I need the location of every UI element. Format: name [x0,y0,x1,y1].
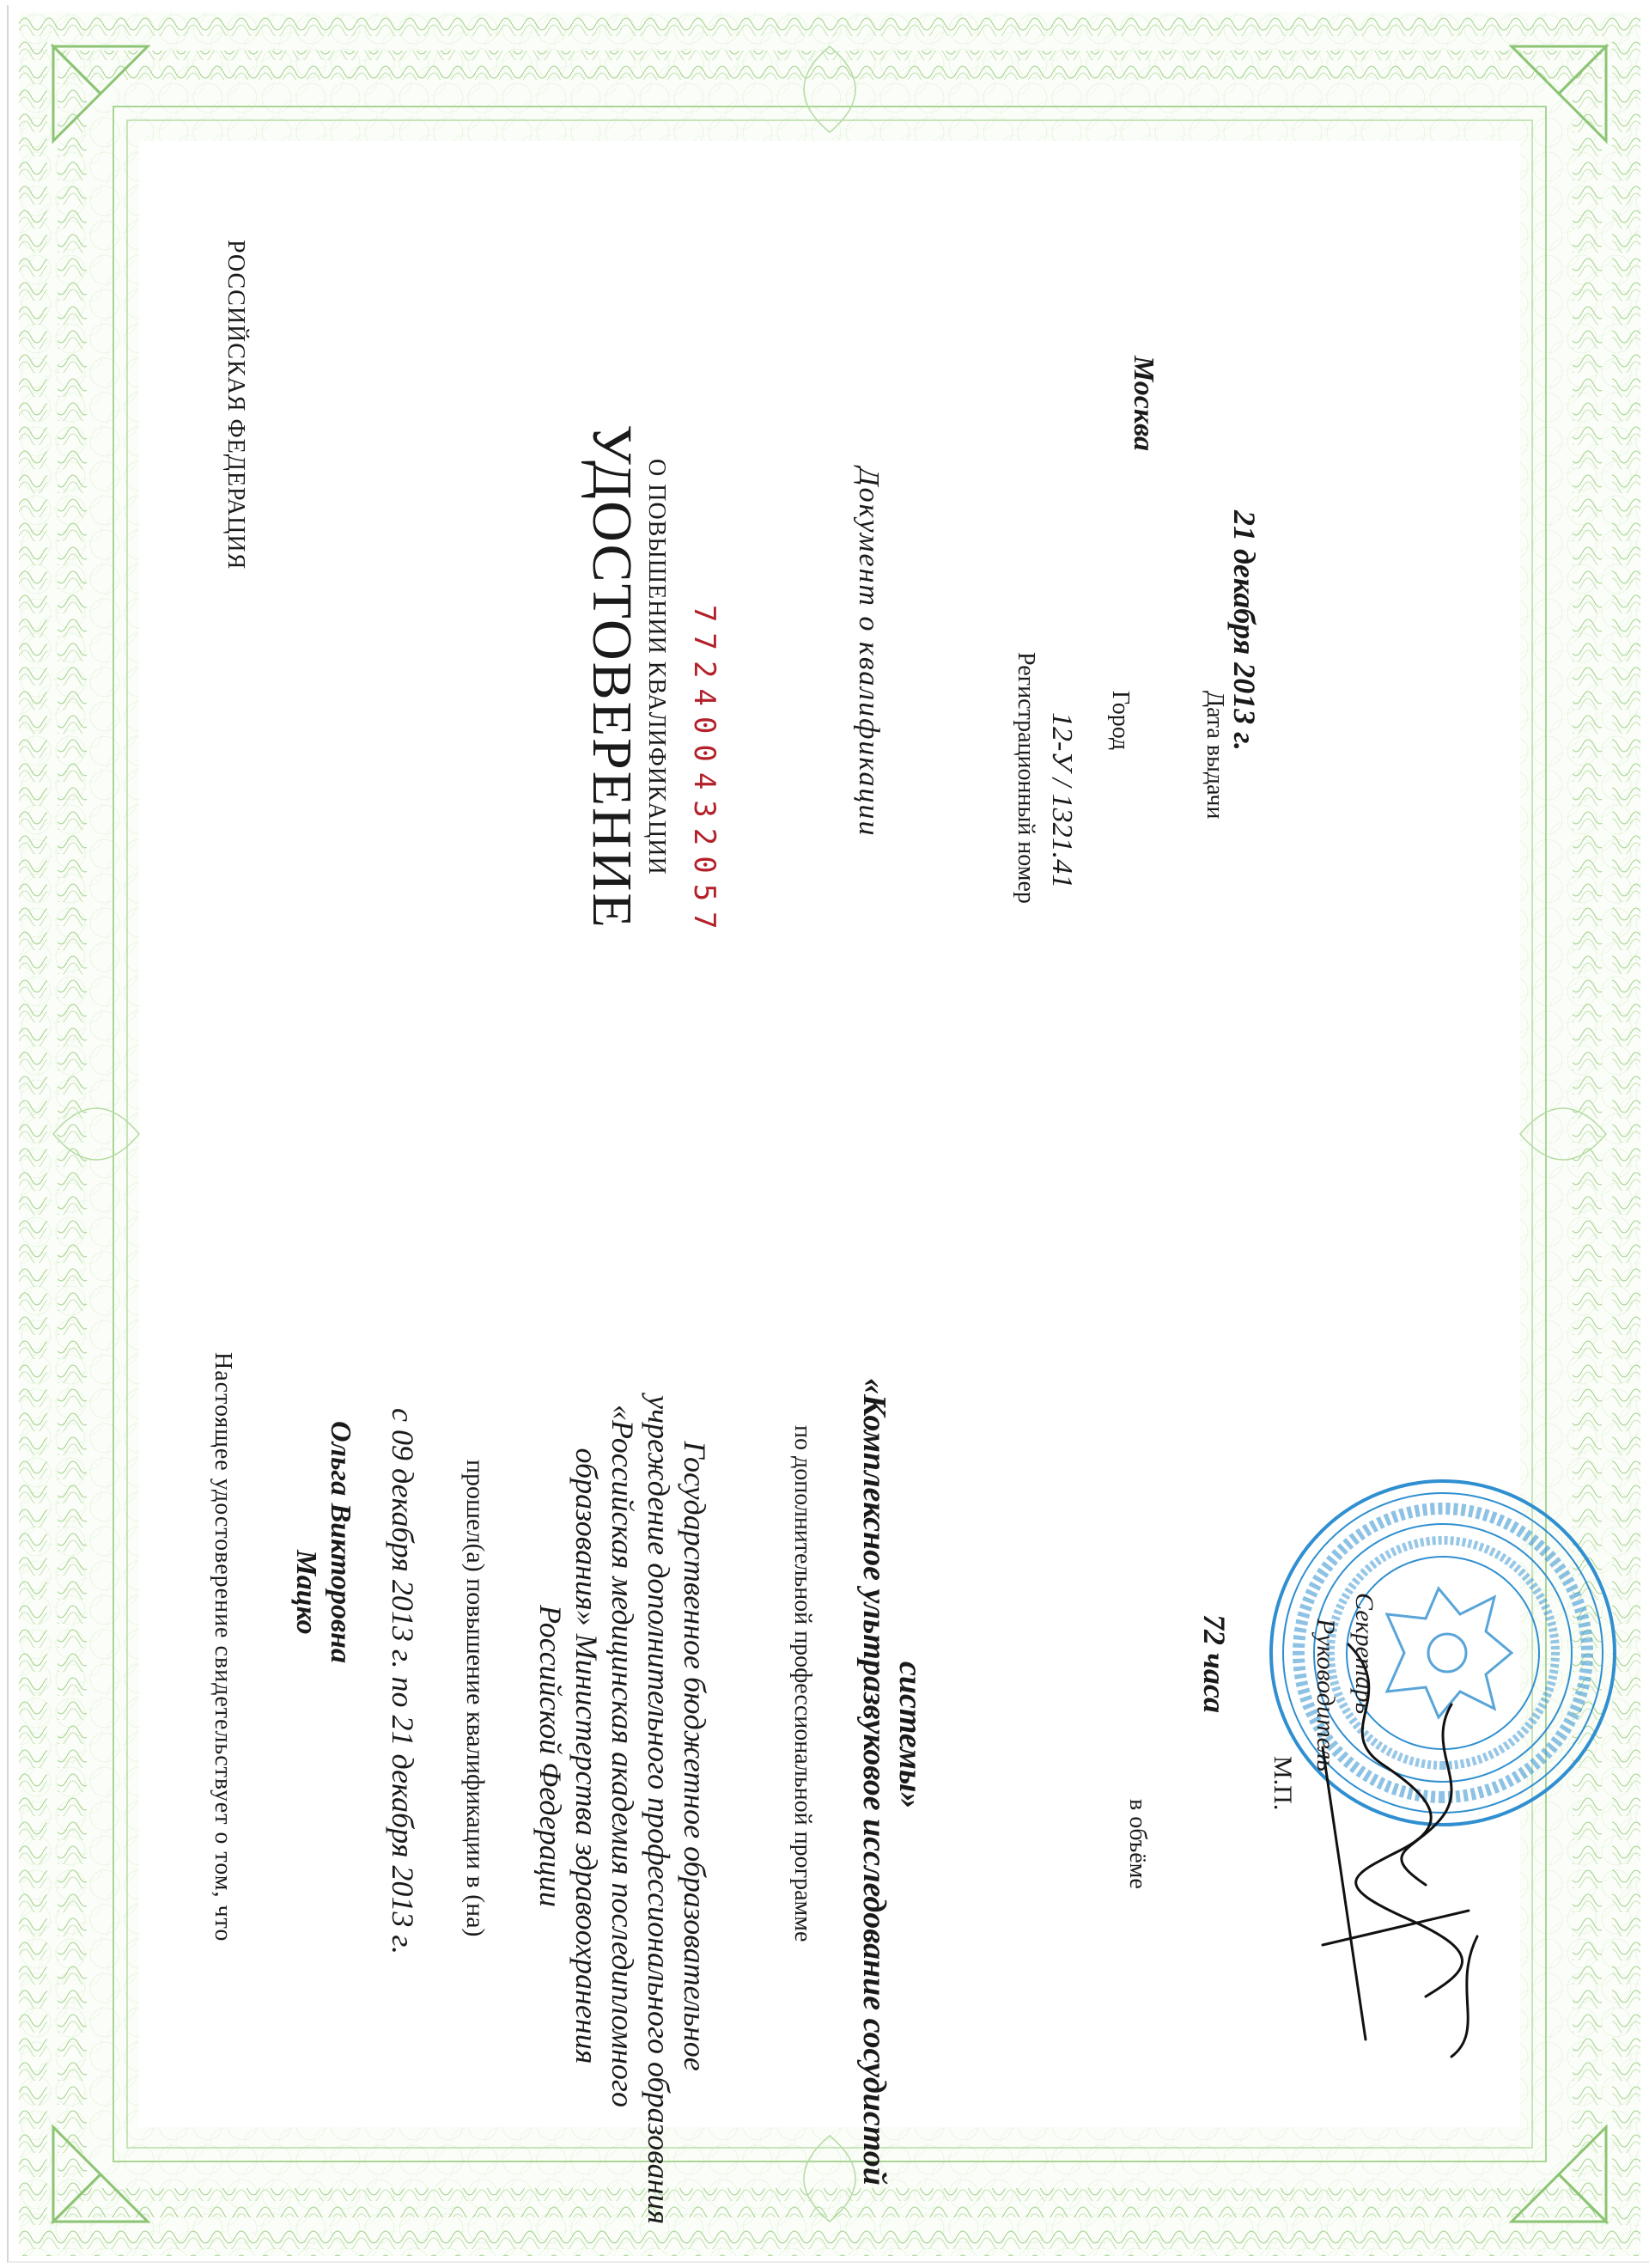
city-label: Город [1107,691,1134,751]
issue-date-label: Дата выдачи [1202,691,1228,820]
document-type: Документ о квалификации [853,467,885,838]
city-value: Москва [1128,356,1159,452]
course-title-line-1: «Комплексное ультразвуковое исследование сосудистой [856,1378,892,2186]
country-label: РОССИЙСКАЯ ФЕДЕРАЦИЯ [222,240,249,570]
institution-line: учреждение дополнительного профессионального образования [642,1395,676,2225]
passed-text: прошел(а) повышение квалификации в (на) [461,1460,490,1937]
program-label: по дополнительной профессиональной программе [789,1425,816,1942]
institution-line: «Российская медицинская академия последипломного [605,1405,640,2107]
institution-line: Российской Федерации [533,1605,568,1907]
document-title: УДОСТОВЕРЕНИЕ [581,424,643,930]
institution-line: образования» Министерства здравоохранения [569,1448,604,2064]
training-period: с 09 декабря 2013 г. по 21 декабря 2013 г. [386,1408,420,1954]
volume-label: в объёме [1124,1799,1151,1889]
registration-label: Регистрационный номер [1013,652,1039,904]
course-hours: 72 часа [1197,1614,1232,1713]
certificate [19,12,1640,2256]
head-signature-label: Руководитель [1311,1619,1340,1771]
document-subtitle: О ПОВЫШЕНИИ КВАЛИФИКАЦИИ [643,459,670,875]
intro-text: Настоящее удостоверение свидетельствует о том, что [210,1352,236,1942]
secretary-signature-label: Секретарь [1350,1593,1378,1715]
holder-given-names: Ольга Викторовна [325,1421,356,1664]
serial-number: 772400432057 [687,605,721,940]
registration-number: 12-У / 1321.41 [1046,712,1078,889]
issue-date-value: 21 декабря 2013 г. [1227,510,1262,752]
institution-name [532,1395,713,2225]
holder-surname: Мацко [290,1550,322,1635]
stamp-place-label: М.П. [1269,1756,1297,1811]
course-title-line-2: системы» [892,1661,928,1809]
certificate-content [19,12,1640,2256]
institution-line: Государственное бюджетное образовательное [678,1441,712,2071]
